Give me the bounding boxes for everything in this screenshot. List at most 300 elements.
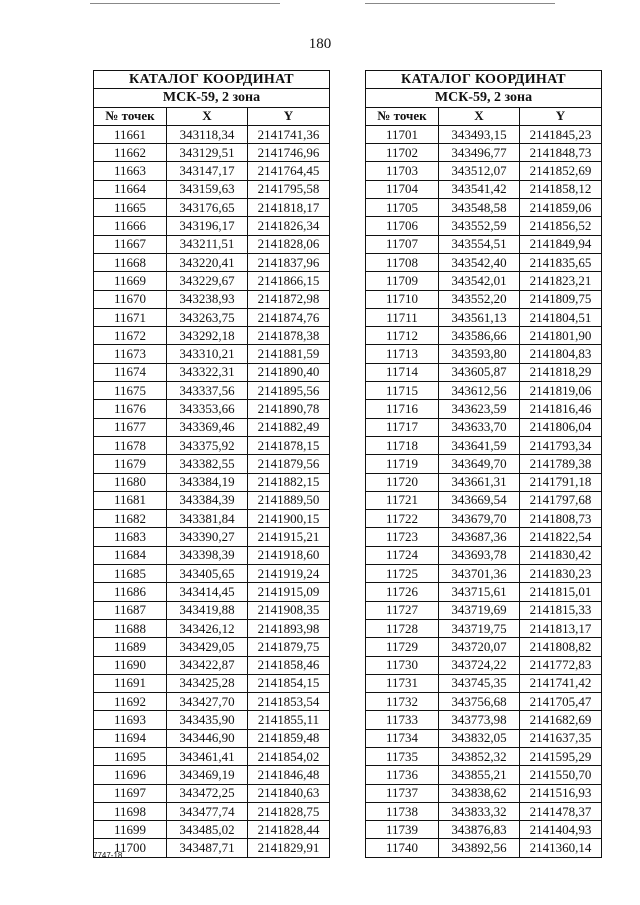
x-coordinate-cell: 343552,20 — [439, 290, 520, 308]
x-coordinate-cell: 343548,58 — [439, 199, 520, 217]
table-row — [94, 601, 330, 619]
table-row — [366, 747, 602, 765]
point-number-cell: 11667 — [94, 235, 167, 253]
point-number-cell: 11713 — [366, 345, 439, 363]
x-coordinate-cell: 343211,51 — [167, 235, 248, 253]
x-coordinate-cell: 343384,19 — [167, 473, 248, 491]
table-row — [94, 839, 330, 857]
point-number-cell: 11703 — [366, 162, 439, 180]
point-number-cell: 11668 — [94, 253, 167, 271]
point-number-cell: 11702 — [366, 144, 439, 162]
x-coordinate-cell: 343687,36 — [439, 528, 520, 546]
y-coordinate-cell: 2141829,91 — [248, 839, 330, 857]
x-coordinate-cell: 343679,70 — [439, 510, 520, 528]
y-coordinate-cell: 2141908,35 — [248, 601, 330, 619]
table-row — [94, 235, 330, 253]
point-number-cell: 11693 — [94, 711, 167, 729]
y-coordinate-cell: 2141795,58 — [248, 180, 330, 198]
point-number-cell: 11706 — [366, 217, 439, 235]
point-number-cell: 11670 — [94, 290, 167, 308]
x-coordinate-cell: 343715,61 — [439, 583, 520, 601]
x-coordinate-cell: 343605,87 — [439, 363, 520, 381]
table-row — [94, 619, 330, 637]
point-number-cell: 11665 — [94, 199, 167, 217]
point-number-cell: 11730 — [366, 656, 439, 674]
y-coordinate-cell: 2141804,83 — [520, 345, 602, 363]
point-number-cell: 11682 — [94, 510, 167, 528]
point-number-cell: 11685 — [94, 565, 167, 583]
y-coordinate-cell: 2141815,33 — [520, 601, 602, 619]
y-coordinate-cell: 2141804,51 — [520, 308, 602, 326]
table-row — [94, 766, 330, 784]
table-row — [366, 601, 602, 619]
point-number-cell: 11671 — [94, 308, 167, 326]
x-coordinate-cell: 343129,51 — [167, 144, 248, 162]
y-coordinate-cell: 2141915,09 — [248, 583, 330, 601]
point-number-cell: 11705 — [366, 199, 439, 217]
point-number-cell: 11735 — [366, 747, 439, 765]
y-coordinate-cell: 2141878,15 — [248, 436, 330, 454]
table-row — [366, 510, 602, 528]
y-coordinate-cell: 2141830,23 — [520, 565, 602, 583]
y-coordinate-cell: 2141840,63 — [248, 784, 330, 802]
point-number-cell: 11699 — [94, 821, 167, 839]
header-y: Y — [248, 107, 330, 125]
x-coordinate-cell: 343337,56 — [167, 382, 248, 400]
header-point-number: № точек — [94, 107, 167, 125]
y-coordinate-cell: 2141808,82 — [520, 638, 602, 656]
y-coordinate-cell: 2141878,38 — [248, 327, 330, 345]
x-coordinate-cell: 343661,31 — [439, 473, 520, 491]
x-coordinate-cell: 343381,84 — [167, 510, 248, 528]
table-row — [94, 327, 330, 345]
y-coordinate-cell: 2141764,45 — [248, 162, 330, 180]
x-coordinate-cell: 343118,34 — [167, 125, 248, 143]
x-coordinate-cell: 343542,01 — [439, 272, 520, 290]
x-coordinate-cell: 343384,39 — [167, 491, 248, 509]
table-row — [366, 674, 602, 692]
table-row — [366, 619, 602, 637]
table-row — [94, 784, 330, 802]
y-coordinate-cell: 2141874,76 — [248, 308, 330, 326]
point-number-cell: 11664 — [94, 180, 167, 198]
y-coordinate-cell: 2141854,02 — [248, 747, 330, 765]
y-coordinate-cell: 2141823,21 — [520, 272, 602, 290]
x-coordinate-cell: 343238,93 — [167, 290, 248, 308]
table-row — [94, 418, 330, 436]
table-row — [366, 565, 602, 583]
x-coordinate-cell: 343701,36 — [439, 565, 520, 583]
x-coordinate-cell: 343693,78 — [439, 546, 520, 564]
y-coordinate-cell: 2141822,54 — [520, 528, 602, 546]
x-coordinate-cell: 343147,17 — [167, 162, 248, 180]
point-number-cell: 11683 — [94, 528, 167, 546]
x-coordinate-cell: 343719,75 — [439, 619, 520, 637]
table-row — [94, 272, 330, 290]
y-coordinate-cell: 2141741,42 — [520, 674, 602, 692]
point-number-cell: 11710 — [366, 290, 439, 308]
table-row — [94, 345, 330, 363]
point-number-cell: 11696 — [94, 766, 167, 784]
header-x: X — [167, 107, 248, 125]
point-number-cell: 11709 — [366, 272, 439, 290]
x-coordinate-cell: 343593,80 — [439, 345, 520, 363]
table-row — [366, 473, 602, 491]
catalog-subtitle: МСК-59, 2 зона — [94, 89, 330, 107]
table-row — [94, 180, 330, 198]
point-number-cell: 11718 — [366, 436, 439, 454]
x-coordinate-cell: 343542,40 — [439, 253, 520, 271]
table-row — [366, 290, 602, 308]
point-number-cell: 11714 — [366, 363, 439, 381]
point-number-cell: 11725 — [366, 565, 439, 583]
table-row — [366, 638, 602, 656]
x-coordinate-cell: 343390,27 — [167, 528, 248, 546]
y-coordinate-cell: 2141705,47 — [520, 693, 602, 711]
table-row — [94, 199, 330, 217]
point-number-cell: 11689 — [94, 638, 167, 656]
top-rule-left — [90, 3, 280, 4]
table-row — [94, 363, 330, 381]
y-coordinate-cell: 2141837,96 — [248, 253, 330, 271]
y-coordinate-cell: 2141818,29 — [520, 363, 602, 381]
y-coordinate-cell: 2141856,52 — [520, 217, 602, 235]
x-coordinate-cell: 343369,46 — [167, 418, 248, 436]
point-number-cell: 11661 — [94, 125, 167, 143]
point-number-cell: 11674 — [94, 363, 167, 381]
y-coordinate-cell: 2141858,12 — [520, 180, 602, 198]
y-coordinate-cell: 2141826,34 — [248, 217, 330, 235]
x-coordinate-cell: 343724,22 — [439, 656, 520, 674]
y-coordinate-cell: 2141858,46 — [248, 656, 330, 674]
x-coordinate-cell: 343832,05 — [439, 729, 520, 747]
table-row — [94, 528, 330, 546]
y-coordinate-cell: 2141919,24 — [248, 565, 330, 583]
y-coordinate-cell: 2141818,17 — [248, 199, 330, 217]
x-coordinate-cell: 343427,70 — [167, 693, 248, 711]
point-number-cell: 11724 — [366, 546, 439, 564]
point-number-cell: 11687 — [94, 601, 167, 619]
point-number-cell: 11732 — [366, 693, 439, 711]
x-coordinate-cell: 343641,59 — [439, 436, 520, 454]
y-coordinate-cell: 2141859,06 — [520, 199, 602, 217]
table-row — [366, 802, 602, 820]
y-coordinate-cell: 2141900,15 — [248, 510, 330, 528]
table-row — [94, 290, 330, 308]
point-number-cell: 11722 — [366, 510, 439, 528]
x-coordinate-cell: 343472,25 — [167, 784, 248, 802]
point-number-cell: 11726 — [366, 583, 439, 601]
x-coordinate-cell: 343375,92 — [167, 436, 248, 454]
x-coordinate-cell: 343414,45 — [167, 583, 248, 601]
point-number-cell: 11716 — [366, 400, 439, 418]
y-coordinate-cell: 2141637,35 — [520, 729, 602, 747]
point-number-cell: 11675 — [94, 382, 167, 400]
point-number-cell: 11695 — [94, 747, 167, 765]
table-row — [94, 125, 330, 143]
point-number-cell: 11728 — [366, 619, 439, 637]
table-row — [94, 802, 330, 820]
y-coordinate-cell: 2141682,69 — [520, 711, 602, 729]
y-coordinate-cell: 2141806,04 — [520, 418, 602, 436]
x-coordinate-cell: 343745,35 — [439, 674, 520, 692]
point-number-cell: 11707 — [366, 235, 439, 253]
y-coordinate-cell: 2141828,06 — [248, 235, 330, 253]
y-coordinate-cell: 2141849,94 — [520, 235, 602, 253]
table-row — [94, 491, 330, 509]
coordinate-catalog-table-right — [365, 70, 602, 858]
y-coordinate-cell: 2141853,54 — [248, 693, 330, 711]
point-number-cell: 11731 — [366, 674, 439, 692]
point-number-cell: 11679 — [94, 455, 167, 473]
point-number-cell: 11739 — [366, 821, 439, 839]
table-row — [366, 784, 602, 802]
catalog-subtitle: МСК-59, 2 зона — [366, 89, 602, 107]
table-row — [94, 729, 330, 747]
table-row — [366, 766, 602, 784]
table-row — [366, 345, 602, 363]
y-coordinate-cell: 2141879,56 — [248, 455, 330, 473]
x-coordinate-cell: 343493,15 — [439, 125, 520, 143]
x-coordinate-cell: 343561,13 — [439, 308, 520, 326]
x-coordinate-cell: 343422,87 — [167, 656, 248, 674]
y-coordinate-cell: 2141879,75 — [248, 638, 330, 656]
y-coordinate-cell: 2141595,29 — [520, 747, 602, 765]
x-coordinate-cell: 343263,75 — [167, 308, 248, 326]
y-coordinate-cell: 2141859,48 — [248, 729, 330, 747]
table-row — [94, 382, 330, 400]
point-number-cell: 11712 — [366, 327, 439, 345]
table-row — [366, 308, 602, 326]
point-number-cell: 11692 — [94, 693, 167, 711]
x-coordinate-cell: 343446,90 — [167, 729, 248, 747]
point-number-cell: 11676 — [94, 400, 167, 418]
x-coordinate-cell: 343541,42 — [439, 180, 520, 198]
point-number-cell: 11662 — [94, 144, 167, 162]
y-coordinate-cell: 2141746,96 — [248, 144, 330, 162]
x-coordinate-cell: 343429,05 — [167, 638, 248, 656]
table-row — [94, 674, 330, 692]
x-coordinate-cell: 343669,54 — [439, 491, 520, 509]
y-coordinate-cell: 2141830,42 — [520, 546, 602, 564]
table-row — [94, 747, 330, 765]
table-row — [366, 162, 602, 180]
x-coordinate-cell: 343876,83 — [439, 821, 520, 839]
page-number: 180 — [308, 36, 332, 52]
x-coordinate-cell: 343292,18 — [167, 327, 248, 345]
x-coordinate-cell: 343477,74 — [167, 802, 248, 820]
x-coordinate-cell: 343382,55 — [167, 455, 248, 473]
y-coordinate-cell: 2141895,56 — [248, 382, 330, 400]
y-coordinate-cell: 2141815,01 — [520, 583, 602, 601]
table-row — [366, 363, 602, 381]
y-coordinate-cell: 2141404,93 — [520, 821, 602, 839]
point-number-cell: 11729 — [366, 638, 439, 656]
y-coordinate-cell: 2141801,90 — [520, 327, 602, 345]
table-row — [94, 656, 330, 674]
y-coordinate-cell: 2141845,23 — [520, 125, 602, 143]
table-row — [366, 418, 602, 436]
x-coordinate-cell: 343512,07 — [439, 162, 520, 180]
y-coordinate-cell: 2141828,44 — [248, 821, 330, 839]
y-coordinate-cell: 2141793,34 — [520, 436, 602, 454]
x-coordinate-cell: 343773,98 — [439, 711, 520, 729]
point-number-cell: 11733 — [366, 711, 439, 729]
x-coordinate-cell: 343554,51 — [439, 235, 520, 253]
table-row — [94, 253, 330, 271]
point-number-cell: 11700 — [94, 839, 167, 857]
table-row — [366, 436, 602, 454]
x-coordinate-cell: 343425,28 — [167, 674, 248, 692]
table-row — [94, 583, 330, 601]
point-number-cell: 11672 — [94, 327, 167, 345]
y-coordinate-cell: 2141772,83 — [520, 656, 602, 674]
y-coordinate-cell: 2141890,40 — [248, 363, 330, 381]
point-number-cell: 11691 — [94, 674, 167, 692]
point-number-cell: 11698 — [94, 802, 167, 820]
y-coordinate-cell: 2141866,15 — [248, 272, 330, 290]
y-coordinate-cell: 2141816,46 — [520, 400, 602, 418]
y-coordinate-cell: 2141872,98 — [248, 290, 330, 308]
table-row — [366, 125, 602, 143]
point-number-cell: 11727 — [366, 601, 439, 619]
y-coordinate-cell: 2141516,93 — [520, 784, 602, 802]
point-number-cell: 11697 — [94, 784, 167, 802]
point-number-cell: 11708 — [366, 253, 439, 271]
x-coordinate-cell: 343833,32 — [439, 802, 520, 820]
x-coordinate-cell: 343756,68 — [439, 693, 520, 711]
point-number-cell: 11663 — [94, 162, 167, 180]
point-number-cell: 11711 — [366, 308, 439, 326]
x-coordinate-cell: 343612,56 — [439, 382, 520, 400]
footer-document-code: 7747-18 — [93, 851, 123, 860]
table-row — [94, 638, 330, 656]
table-row — [94, 546, 330, 564]
y-coordinate-cell: 2141791,18 — [520, 473, 602, 491]
x-coordinate-cell: 343720,07 — [439, 638, 520, 656]
y-coordinate-cell: 2141854,15 — [248, 674, 330, 692]
table-row — [366, 180, 602, 198]
point-number-cell: 11740 — [366, 839, 439, 857]
y-coordinate-cell: 2141550,70 — [520, 766, 602, 784]
point-number-cell: 11717 — [366, 418, 439, 436]
point-number-cell: 11715 — [366, 382, 439, 400]
x-coordinate-cell: 343310,21 — [167, 345, 248, 363]
table-row — [366, 546, 602, 564]
catalog-title: КАТАЛОГ КООРДИНАТ — [366, 71, 602, 89]
coordinate-catalog-table-left — [93, 70, 330, 858]
table-row — [366, 144, 602, 162]
x-coordinate-cell: 343426,12 — [167, 619, 248, 637]
table-row — [94, 436, 330, 454]
x-coordinate-cell: 343649,70 — [439, 455, 520, 473]
y-coordinate-cell: 2141741,36 — [248, 125, 330, 143]
y-coordinate-cell: 2141893,98 — [248, 619, 330, 637]
y-coordinate-cell: 2141852,69 — [520, 162, 602, 180]
x-coordinate-cell: 343469,19 — [167, 766, 248, 784]
x-coordinate-cell: 343552,59 — [439, 217, 520, 235]
y-coordinate-cell: 2141835,65 — [520, 253, 602, 271]
x-coordinate-cell: 343496,77 — [439, 144, 520, 162]
x-coordinate-cell: 343838,62 — [439, 784, 520, 802]
point-number-cell: 11723 — [366, 528, 439, 546]
y-coordinate-cell: 2141819,06 — [520, 382, 602, 400]
table-row — [366, 583, 602, 601]
table-row — [94, 565, 330, 583]
x-coordinate-cell: 343353,66 — [167, 400, 248, 418]
header-y: Y — [520, 107, 602, 125]
x-coordinate-cell: 343176,65 — [167, 199, 248, 217]
point-number-cell: 11704 — [366, 180, 439, 198]
table-row — [94, 400, 330, 418]
point-number-cell: 11678 — [94, 436, 167, 454]
table-row — [366, 235, 602, 253]
x-coordinate-cell: 343633,70 — [439, 418, 520, 436]
table-row — [366, 217, 602, 235]
point-number-cell: 11720 — [366, 473, 439, 491]
y-coordinate-cell: 2141890,78 — [248, 400, 330, 418]
table-row — [366, 528, 602, 546]
header-point-number: № точек — [366, 107, 439, 125]
table-row — [366, 693, 602, 711]
table-row — [94, 473, 330, 491]
table-row — [366, 199, 602, 217]
x-coordinate-cell: 343322,31 — [167, 363, 248, 381]
table-row — [94, 308, 330, 326]
point-number-cell: 11680 — [94, 473, 167, 491]
point-number-cell: 11684 — [94, 546, 167, 564]
table-row — [94, 711, 330, 729]
x-coordinate-cell: 343719,69 — [439, 601, 520, 619]
table-row — [366, 729, 602, 747]
table-row — [366, 491, 602, 509]
x-coordinate-cell: 343485,02 — [167, 821, 248, 839]
x-coordinate-cell: 343419,88 — [167, 601, 248, 619]
header-x: X — [439, 107, 520, 125]
point-number-cell: 11734 — [366, 729, 439, 747]
x-coordinate-cell: 343586,66 — [439, 327, 520, 345]
y-coordinate-cell: 2141882,15 — [248, 473, 330, 491]
table-row — [366, 711, 602, 729]
x-coordinate-cell: 343159,63 — [167, 180, 248, 198]
table-row — [94, 693, 330, 711]
catalog-title: КАТАЛОГ КООРДИНАТ — [94, 71, 330, 89]
y-coordinate-cell: 2141915,21 — [248, 528, 330, 546]
y-coordinate-cell: 2141918,60 — [248, 546, 330, 564]
point-number-cell: 11686 — [94, 583, 167, 601]
point-number-cell: 11721 — [366, 491, 439, 509]
x-coordinate-cell: 343220,41 — [167, 253, 248, 271]
y-coordinate-cell: 2141808,73 — [520, 510, 602, 528]
y-coordinate-cell: 2141809,75 — [520, 290, 602, 308]
table-row — [366, 839, 602, 857]
x-coordinate-cell: 343855,21 — [439, 766, 520, 784]
y-coordinate-cell: 2141889,50 — [248, 491, 330, 509]
table-row — [366, 656, 602, 674]
y-coordinate-cell: 2141813,17 — [520, 619, 602, 637]
table-row — [94, 455, 330, 473]
point-number-cell: 11736 — [366, 766, 439, 784]
point-number-cell: 11737 — [366, 784, 439, 802]
x-coordinate-cell: 343892,56 — [439, 839, 520, 857]
table-row — [366, 253, 602, 271]
point-number-cell: 11738 — [366, 802, 439, 820]
x-coordinate-cell: 343405,65 — [167, 565, 248, 583]
table-row — [366, 821, 602, 839]
table-row — [366, 400, 602, 418]
point-number-cell: 11719 — [366, 455, 439, 473]
point-number-cell: 11694 — [94, 729, 167, 747]
